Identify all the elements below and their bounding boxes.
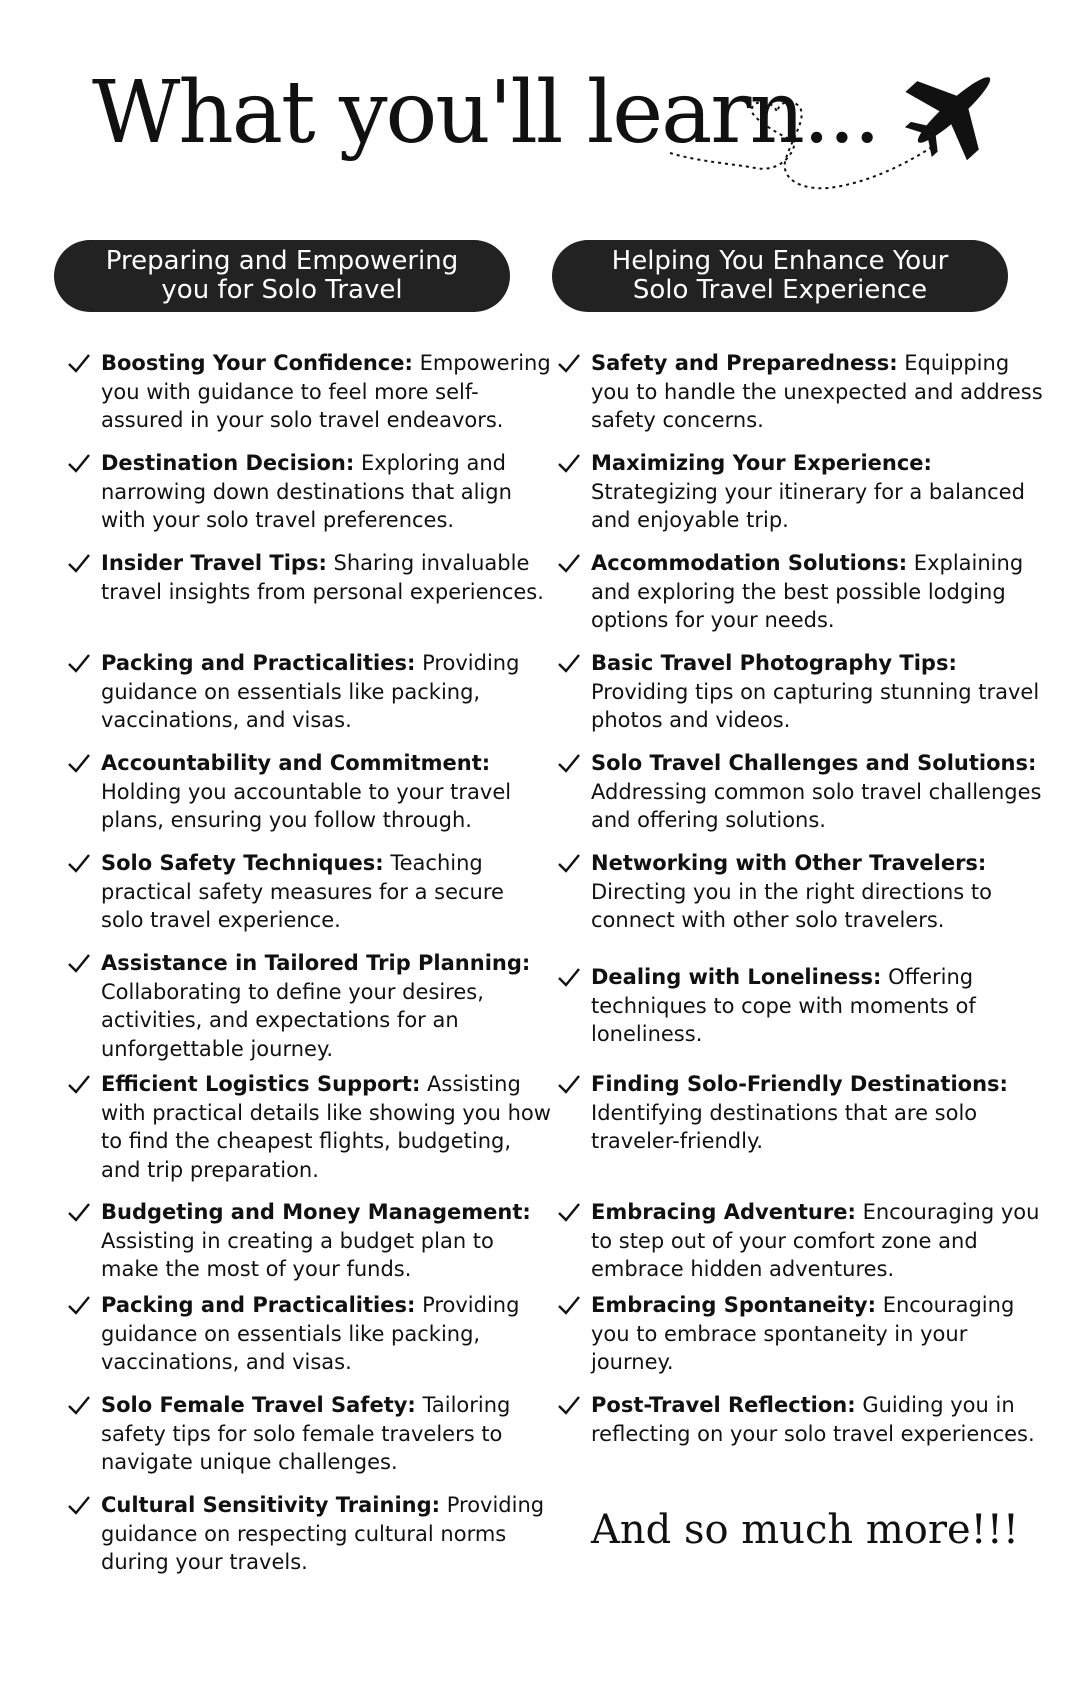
list-item: Insider Travel Tips: Sharing invaluable travel insights from personal experiences. bbox=[101, 549, 553, 606]
check-icon bbox=[556, 1072, 582, 1096]
check-icon bbox=[556, 551, 582, 575]
page-title: What you'll learn... bbox=[92, 63, 879, 163]
closing-text: And so much more!!! bbox=[591, 1507, 1019, 1553]
list-item: Efficient Logistics Support: Assisting with practical details like showing you how to find the cheapest flights, budgeting, and trip preparation. bbox=[101, 1070, 553, 1184]
list-item: Budgeting and Money Management: Assisting in creating a budget plan to make the most of your funds. bbox=[101, 1198, 553, 1284]
list-item: Networking with Other Travelers: Directing you in the right directions to connect with other solo travelers. bbox=[591, 849, 1043, 935]
list-item: Safety and Preparedness: Equipping you to handle the unexpected and address safety concerns. bbox=[591, 349, 1043, 435]
heart-trail-icon bbox=[660, 50, 1020, 210]
list-item: Dealing with Loneliness: Offering techniques to cope with moments of loneliness. bbox=[591, 963, 1043, 1049]
check-icon bbox=[66, 351, 92, 375]
check-icon bbox=[556, 451, 582, 475]
check-icon bbox=[556, 751, 582, 775]
check-icon bbox=[66, 751, 92, 775]
list-item: Solo Travel Challenges and Solutions: Addressing common solo travel challenges and offering solutions. bbox=[591, 749, 1043, 835]
check-icon bbox=[66, 551, 92, 575]
check-icon bbox=[556, 1393, 582, 1417]
list-item: Embracing Spontaneity: Encouraging you to embrace spontaneity in your journey. bbox=[591, 1291, 1043, 1377]
list-item: Finding Solo-Friendly Destinations: Identifying destinations that are solo traveler-friendly. bbox=[591, 1070, 1043, 1156]
check-icon bbox=[66, 951, 92, 975]
list-item: Basic Travel Photography Tips: Providing tips on capturing stunning travel photos and videos. bbox=[591, 649, 1043, 735]
check-icon bbox=[66, 1200, 92, 1224]
list-item: Post-Travel Reflection: Guiding you in reflecting on your solo travel experiences. bbox=[591, 1391, 1043, 1448]
list-item: Destination Decision: Exploring and narrowing down destinations that align with your solo travel preferences. bbox=[101, 449, 553, 535]
list-item: Cultural Sensitivity Training: Providing guidance on respecting cultural norms during your travels. bbox=[101, 1491, 553, 1577]
list-item: Solo Female Travel Safety: Tailoring safety tips for solo female travelers to navigate unique challenges. bbox=[101, 1391, 553, 1477]
check-icon bbox=[556, 1200, 582, 1224]
list-item: Boosting Your Confidence: Empowering you with guidance to feel more self-assured in your solo travel endeavors. bbox=[101, 349, 553, 435]
column-heading-left: Preparing and Empowering you for Solo Travel bbox=[54, 240, 510, 312]
list-item: Assistance in Tailored Trip Planning: Collaborating to define your desires, activities, and expectations for an unforgettable journey. bbox=[101, 949, 553, 1063]
check-icon bbox=[556, 1293, 582, 1317]
check-icon bbox=[556, 651, 582, 675]
airplane-icon bbox=[888, 50, 1020, 176]
check-icon bbox=[66, 651, 92, 675]
check-icon bbox=[556, 351, 582, 375]
check-icon bbox=[66, 451, 92, 475]
list-item: Maximizing Your Experience: Strategizing your itinerary for a balanced and enjoyable trip. bbox=[591, 449, 1043, 535]
check-icon bbox=[556, 965, 582, 989]
list-item: Accommodation Solutions: Explaining and exploring the best possible lodging options for your needs. bbox=[591, 549, 1043, 635]
check-icon bbox=[66, 851, 92, 875]
list-item: Packing and Practicalities: Providing guidance on essentials like packing, vaccinations, and visas. bbox=[101, 649, 553, 735]
check-icon bbox=[66, 1293, 92, 1317]
list-item: Packing and Practicalities: Providing guidance on essentials like packing, vaccinations, and visas. bbox=[101, 1291, 553, 1377]
list-item: Embracing Adventure: Encouraging you to step out of your comfort zone and embrace hidden adventures. bbox=[591, 1198, 1043, 1284]
column-heading-right: Helping You Enhance Your Solo Travel Experience bbox=[552, 240, 1008, 312]
check-icon bbox=[556, 851, 582, 875]
check-icon bbox=[66, 1493, 92, 1517]
check-icon bbox=[66, 1393, 92, 1417]
list-item: Accountability and Commitment: Holding you accountable to your travel plans, ensuring you follow through. bbox=[101, 749, 553, 835]
list-item: Solo Safety Techniques: Teaching practical safety measures for a secure solo travel experience. bbox=[101, 849, 553, 935]
check-icon bbox=[66, 1072, 92, 1096]
